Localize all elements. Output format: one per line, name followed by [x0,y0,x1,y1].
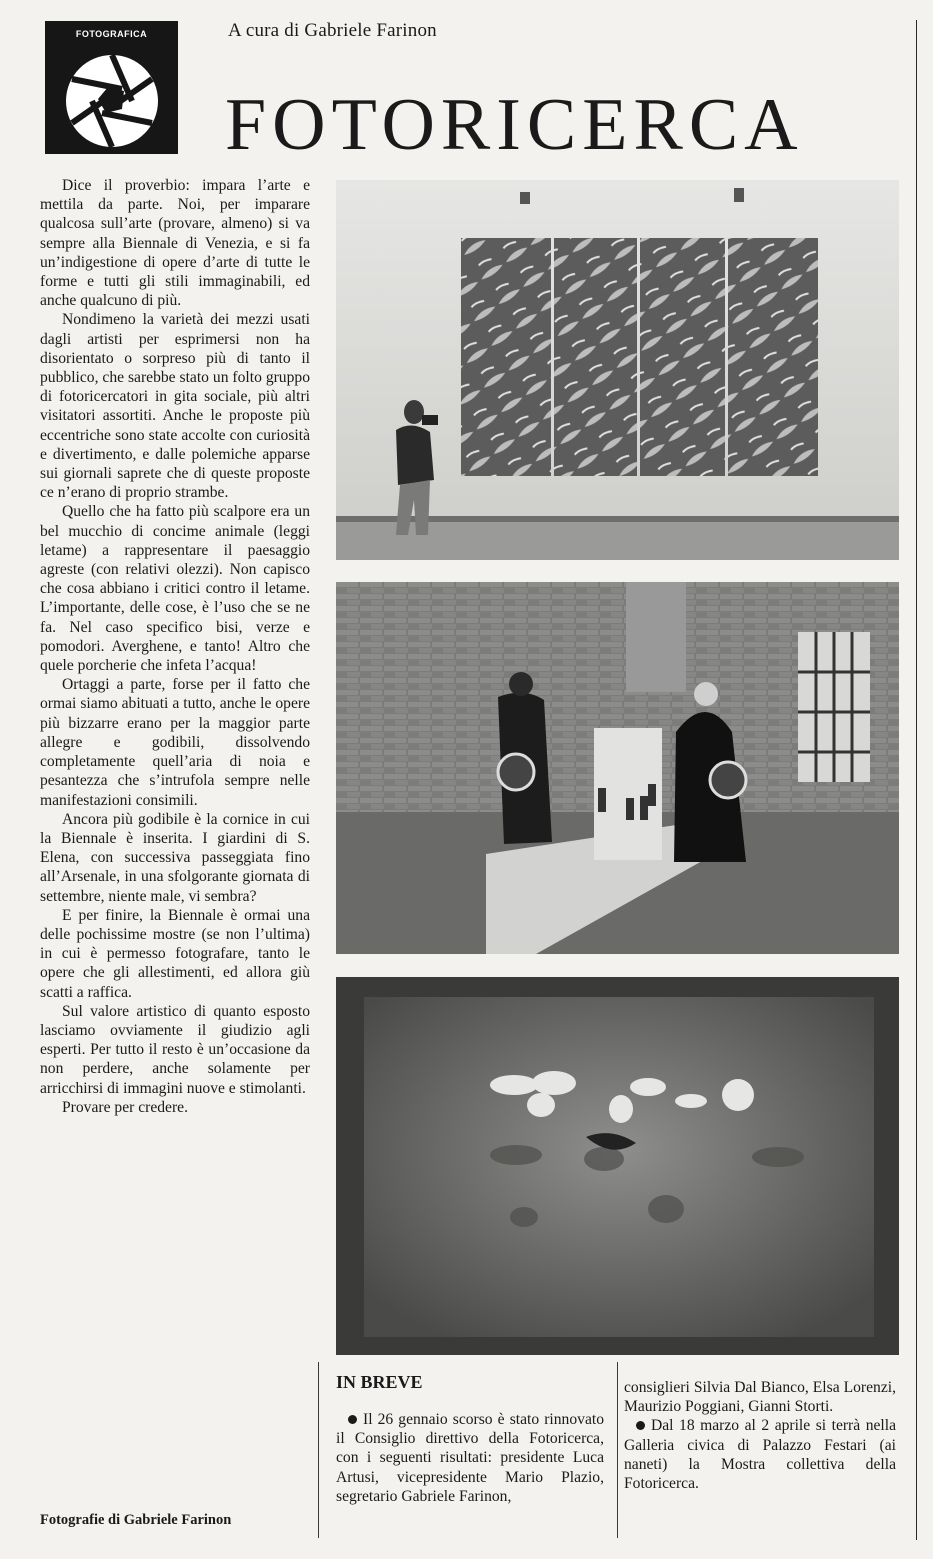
photo-floating-bowls [336,977,899,1355]
camera-aperture-icon [62,51,162,151]
article-paragraph: Quello che ha fatto più scalpore era un bel mucchio di concime animale (leggi letame) a rappresentare il paesaggio agreste (con relativi olezzi). Non capisco che cosa abbiano i critici contro il letame. L’importante, delle cose, è l’uso che se ne fa. Nel caso specifico bisi, verze e pomodori. Averghene, e tanto! Altro che quele porcherie che infeta l’acqua! [40,503,310,675]
article-paragraph: Nondimeno la varietà dei mezzi usati dagli artisti per esprimersi non ha disorientato o sorpreso più di tanto il pubblico, che sarebbe stato un folto gruppo di fotoricercatori in gita sociale, più altri visitatori assortiti. Anche le proposte più eccentriche sono state accolte con curiosità e divertimento, e dalle polemiche apparse sui giornali saprete che di queste proposte ce n’erano di proprio strambe. [40,311,310,502]
article-paragraph: Sul valore artistico di quanto esposto lasciamo ovviamente il giudizio agli esperti. Per tutto il resto è un’occasione da non perdere, anche solamente per arricchirsi di immagini nuove e stimolanti. [40,1002,310,1097]
curator-byline: A cura di Gabriele Farinon [228,20,437,41]
article-paragraph: Dice il proverbio: impara l’arte e mettila da parte. Noi, per imparare qualcosa sull’arte (provare, almeno) si va sempre alla Biennale di Venezia, e si fa un’indigestione di opere d’arte di tutte le forme e tutti gli stili immaginabili, ed anche qualcuno di più. [40,177,310,310]
in-breve-item-text: Il 26 gennaio scorso è stato rinnovato il Consiglio direttivo della Fotoricerca, con i seguenti risultati: presidente Luca Artusi, vicepresidente Mario Plazio, segretario Gabriele Farinon, [336,1411,604,1505]
in-breve-item [336,1410,604,1506]
bullet-icon [348,1415,357,1424]
bullet-icon [636,1421,645,1430]
in-breve-item-continued: consiglieri Silvia Dal Bianco, Elsa Lorenzi, Maurizio Poggiani, Gianni Storti. [624,1379,896,1416]
logo-text: FOTOGRAFICA [75,29,148,39]
column-divider [916,20,917,1540]
column-divider [617,1362,618,1538]
photo-costumed-figures [336,582,899,954]
article-body [40,176,310,1117]
page-title: FOTORICERCA [225,84,804,166]
in-breve-item [624,1416,896,1493]
fotografica-logo [45,21,178,154]
article-paragraph: Ancora più godibile è la cornice in cui la Biennale è inserita. I giardini di S. Elena, con successiva passeggiata fino all’Arsenale, in una sfolgorante giornata di settembre, niente male, vi sembra? [40,810,310,905]
in-breve-column-1 [336,1410,604,1506]
in-breve-column-2 [624,1378,896,1493]
column-divider [318,1362,319,1538]
in-breve-heading: IN BREVE [336,1372,423,1392]
article-paragraph: E per finire, la Biennale è ormai una delle pochissime mostre (se non l’ultima) in cui è permesso fotografare, tanto le opere che gli allestimenti, ed allora giù scatti a raffica. [40,906,310,1001]
article-paragraph: Provare per credere. [62,1098,188,1116]
photo-credit: Fotografie di Gabriele Farinon [40,1512,232,1528]
article-paragraph: Ortaggi a parte, forse per il fatto che ormai siamo abituati a tutto, anche le opere più bizzarre erano per la maggior parte allegre e godibili, dissolvendo completamente quell’aria di noia e pesantezza che s’intrufola sempre nelle manifestazioni consimili. [40,676,310,809]
photo-gallery-painting [336,180,899,560]
in-breve-item-text: Dal 18 marzo al 2 aprile si terrà nella Galleria civica di Palazzo Festari (ai naneti) la Mostra collettiva della Fotoricerca. [624,1417,896,1493]
